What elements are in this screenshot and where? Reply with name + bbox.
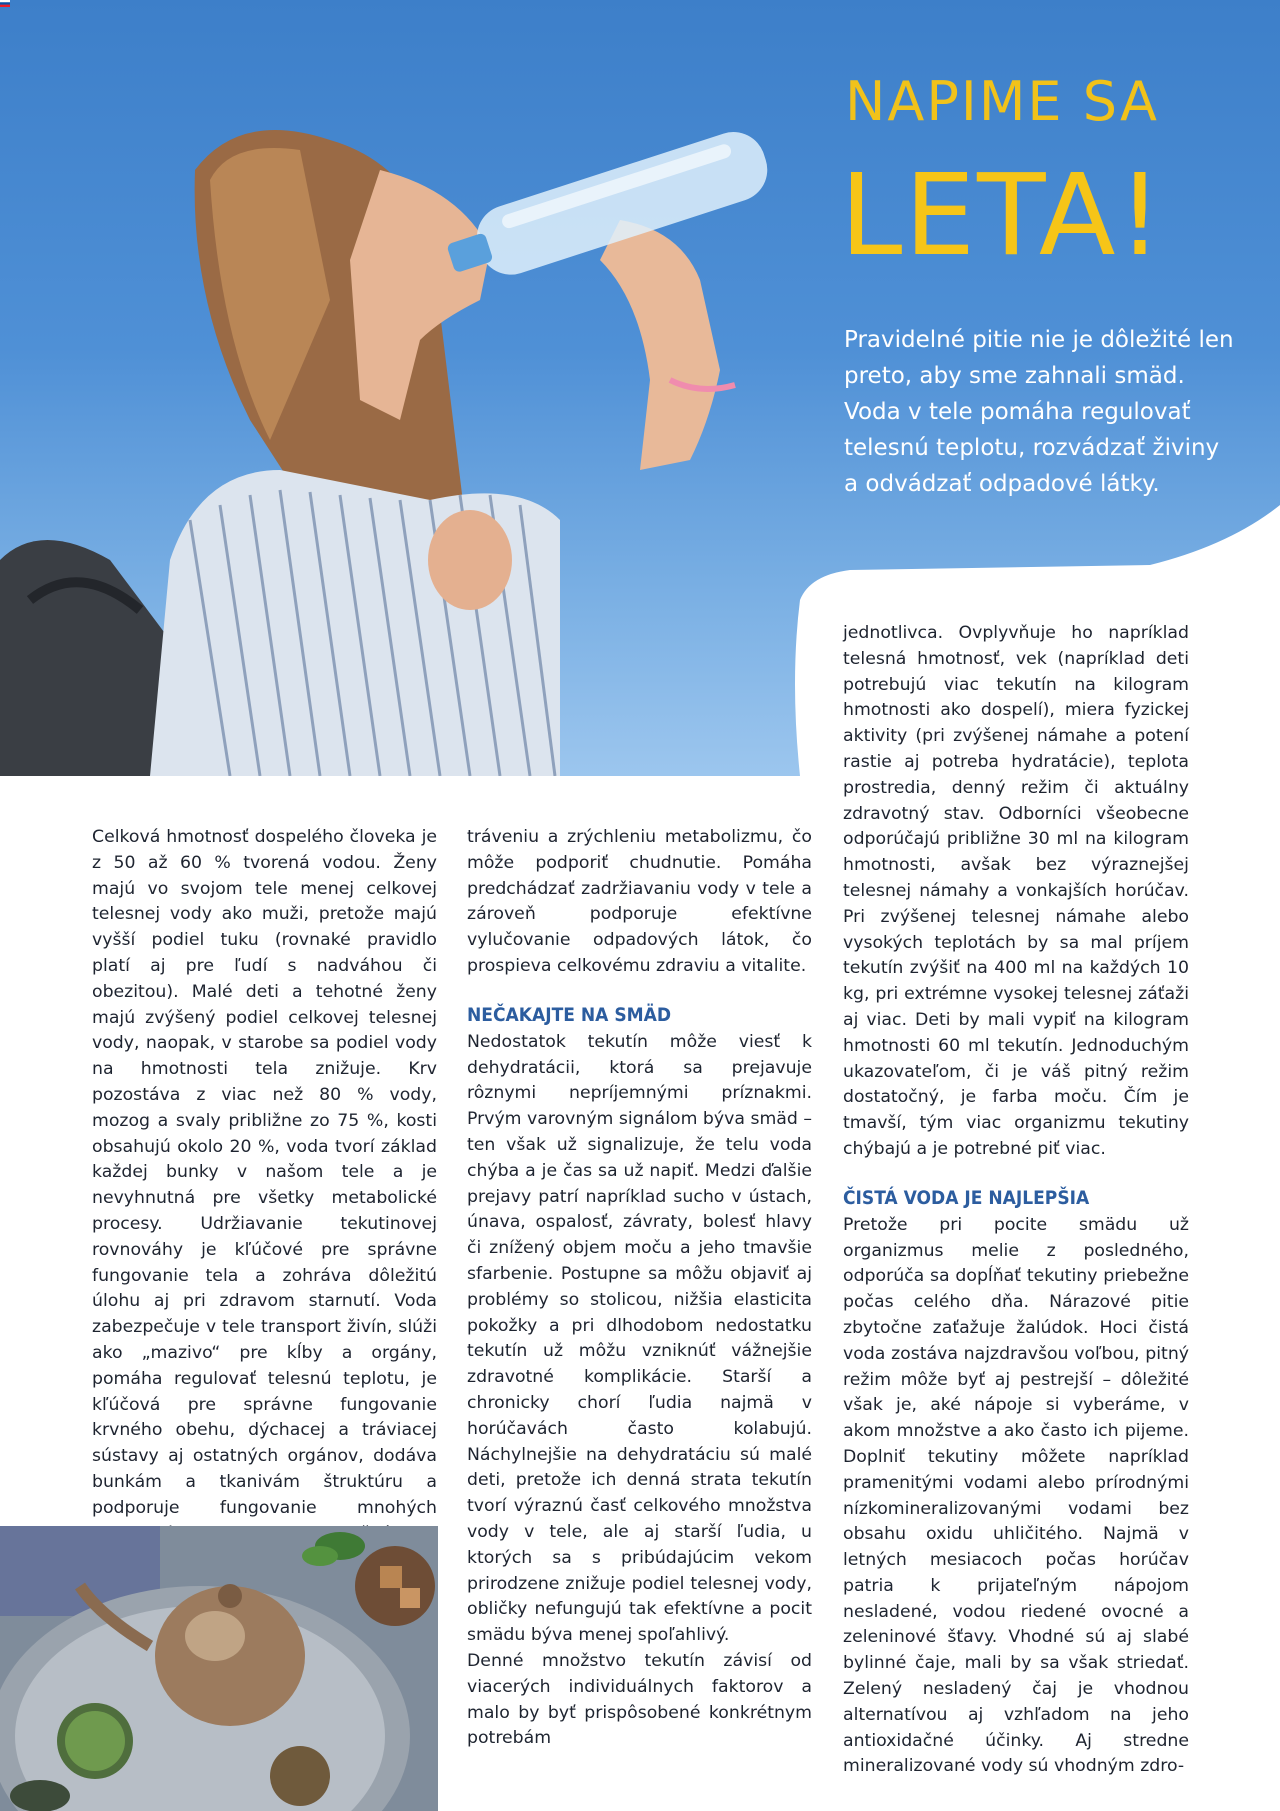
column-3 [843, 621, 1189, 1780]
section-heading: ČISTÁ VODA JE NAJLEPŠIA [843, 1186, 1090, 1209]
section-heading: NEČAKAJTE NA SMÄD [467, 1003, 672, 1026]
paragraph: jednotlivca. Ovplyvňuje ho napríklad telesná hmotnosť, vek (napríklad deti potrebujú viac tekutín na kilogram hmotnosti ako dospelí), miera fyzickej aktivity (pri zvýšenej námahe a potení rastie aj potreba hydratácie), teplota prostredia, denný režim či aktuálny zdravotný stav. Odborníci všeobecne odporúčajú približne 30 ml na kilogram hmotnosti, avšak bez výraznejšej telesnej námahy a vonkajších horúčav. Pri zvýšenej telesnej námahe alebo vysokých teplotách by sa mal príjem tekutín zvýšiť na 400 ml na každých 10 kg, pri extrémne vysokej telesnej záťaži aj viac. Deti by mali vypiť na kilogram hmotnosti 60 ml tekutín. Jednoduchým ukazovateľom, či je váš pitný režim dostatočný, je farba moču. Čím je tmavší, tým viac organizmu tekutiny chýbajú a je potrebné piť viac. [843, 623, 1189, 1159]
paragraph: Celková hmotnosť dospelého človeka je z 50 až 60 % tvorená vodou. Ženy majú vo svojom tele menej celkovej telesnej vody ako muži, pretože majú vyšší podiel tuku (rovnaké pravidlo platí aj pre ľudí s nadváhou či obezitou). Malé deti a tehotné ženy majú zvýšený podiel celkovej telesnej vody, naopak, v starobe sa podiel vody na hmotnosti tela znižuje. Krv pozostáva z viac než 80 % vody, mozog a svaly približne zo 75 %, kosti obsahujú okolo 20 %, voda tvorí základ každej bunky v našom tele a je nevyhnutná pre všetky metabolické procesy. Udržiavanie tekutinovej rovnováhy je kľúčové pre správne fungovanie tela a zohráva dôležitú úlohu aj pri zdravom starnutí. Voda zabezpečuje v tele transport živín, slúži ako „mazivo“ pre kĺby a orgány, pomáha regulovať telesnú teplotu, je kľúčová pre správne fungovanie krvného obehu, dýchacej a tráviacej sústavy aj ostatných orgánov, dodáva bunkám a tkanivám štruktúru a podporuje fungovanie mnohých [92, 827, 437, 1518]
headline-line2: LETA! [840, 151, 1165, 281]
column-2 [467, 825, 812, 1752]
paragraph: tráveniu a zrýchleniu metabolizmu, čo môže podporiť chudnutie. Pomáha predchádzať zadržiavaniu vody v tele a zároveň podporuje efektívne vylučovanie odpadových látok, čo prospieva celkovému zdraviu a vitalite. [467, 827, 812, 976]
tea-illustration [0, 1526, 438, 1811]
paragraph: Denné množstvo tekutín závisí od viacerých individuálnych faktorov a malo by byť prispôsobené konkrétnym potrebám [467, 1650, 812, 1749]
intro-text: Pravidelné pitie nie je dôležité len preto, aby sme zahnali smäd. Voda v tele pomáha regulovať telesnú teplotu, rozvádzať živiny a odvádzať odpadové látky. [844, 327, 1234, 497]
column-1 [92, 825, 437, 1573]
tea-photo [0, 1526, 438, 1811]
flag-icon [0, 0, 10, 7]
headline-line1: NAPIME SA [845, 70, 1159, 133]
paragraph: Nedostatok tekutín môže viesť k dehydratácii, ktorá sa prejavuje rôznymi nepríjemnými príznakmi. Prvým varovným signálom býva smäd – ten však už signalizuje, že telu voda chýba a je čas sa už napiť. Medzi ďalšie prejavy patrí napríklad sucho v ústach, únava, ospalosť, závraty, bolesť hlavy či znížený objem moču a jeho tmavšie sfarbenie. Postupne sa môžu objaviť aj problémy so stolicou, nižšia elasticita pokožky a pri dlhodobom nedostatku tekutín už môžu vzniknúť vážnejšie zdravotné komplikácie. Starší a chronicky chorí ľudia najmä v horúčavách často kolabujú. Náchylnejšie na dehydratáciu sú malé deti, pretože ich denná strata tekutín tvorí výraznú časť celkového množstva vody v tele, ale aj starší ľudia, u ktorých sa s pribúdajúcim vekom prirodzene znižuje podiel telesnej vody, obličky nefungujú tak efektívne a pocit smädu býva menej spoľahlivý. [467, 1031, 812, 1646]
paragraph: Pretože pri pocite smädu už organizmus melie z posledného, odporúča sa dopĺňať tekutiny priebežne počas celého dňa. Nárazové pitie zbytočne zaťažuje žalúdok. Hoci čistá voda zostáva najzdravšou voľbou, pitný režim môže byť aj pestrejší – dôležité však je, aké nápoje si vyberáme, v akom množstve a ako často ich pijeme. Doplniť tekutiny môžete napríklad pramenitými vodami alebo prírodnými nízkomineralizovanými vodami bez obsahu oxidu uhličitého. Najmä v letných mesiacoch počas horúčav patria k prijateľným nápojom nesladené, vodou riedené ovocné a zeleninové šťavy. Vhodné sú aj slabé bylinné čaje, mali by sa však striedať. Zelený nesladený čaj je vhodnou alternatívou aj vzhľadom na jeho antioxidačné účinky. Aj stredne mineralizované vody sú vhodným zdro- [843, 1214, 1189, 1777]
